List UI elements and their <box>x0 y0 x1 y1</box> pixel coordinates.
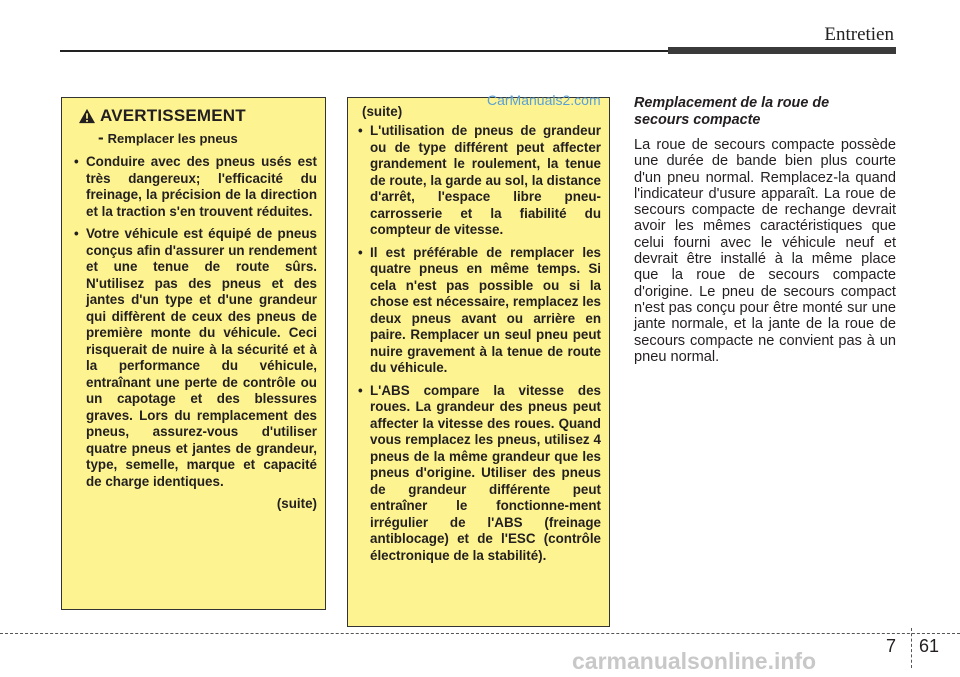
section-body: La roue de secours compacte possède une durée de bande bien plus courte d'un pneu normal. Remplacez-la quand l'indicateur d'usure apparaît. La roue de secours compacte de rechange devrait avoir les mêmes caractéristiques que celui fourni avec le véhicule neuf et devrait être installé à la même place que la roue de secours compacte d'origine. Le pneu de secours compact n'est pas conçu pour être monté sur une jante normale, et la jante de la roue de secours compacte ne convient pas à un pneu normal. <box>634 137 896 365</box>
warning-list <box>72 154 317 490</box>
watermark-text: CarManuals2.com <box>487 92 601 108</box>
warning-item: • Votre véhicule est équipé de pneus conçus afin d'assurer un rendement et une tenue de route sûrs. N'utilisez pas des pneus et des jantes d'un type et d'une grandeur qui diffèrent de ceux des pneus de première monte du véhicule. Ceci risquerait de nuire à la sécurité et à la performance du véhicule, entraînant une perte de contrôle ou un capotage et des blessures graves. Lors du remplacement des pneus, assurez-vous d'utiliser quatre pneus et jantes de grandeur, type, semelle, marque et capacité de charge identiques. <box>72 226 317 490</box>
footer-divider <box>911 628 912 668</box>
warning-continued-list <box>356 123 601 564</box>
warning-subtitle: - Remplacer les pneus <box>98 128 238 147</box>
warning-item: • Conduire avec des pneus usés est très dangereux; l'efficacité du freinage, la précision de la direction et la traction s'en trouvent réduites. <box>72 154 317 220</box>
header-rule <box>60 50 668 52</box>
section-title-line1: Remplacement de la roue de <box>634 95 830 111</box>
warning-box <box>61 97 326 610</box>
page-number: 61 <box>919 636 940 656</box>
section-compact-spare <box>634 95 896 365</box>
warning-item: • Il est préférable de remplacer les quatre pneus en même temps. Si cela n'est pas possible ou si la chose est nécessaire, remplacez les deux pneus avant ou arrière en paire. Remplacer un seul pneu peut nuire gravement à la tenue de route du véhicule. <box>356 245 601 377</box>
page-header-title: Entretien <box>824 24 894 45</box>
warning-continued-box <box>347 97 610 627</box>
warning-item: • L'ABS compare la vitesse des roues. La grandeur des pneus peut affecter la vitesse des roues. Quand vous remplacez les pneus, utilisez 4 pneus de la même grandeur que les pneus d'origine. Utiliser des pneus de grandeur différente peut entraîner le fonctionne-ment irrégulier de l'ABS (freinage antiblocage) et de l'ESC (contrôle électronique de la stabilité). <box>356 383 601 565</box>
warning-subtitle-text: Remplacer les pneus <box>107 131 238 146</box>
header-bar <box>668 47 896 54</box>
footer-rule <box>0 633 960 634</box>
chapter-number: 7 <box>886 636 897 656</box>
warning-triangle-icon <box>78 108 96 124</box>
section-title <box>634 95 896 129</box>
warning-header <box>78 106 317 126</box>
continued-label: (suite) <box>276 496 317 511</box>
section-title-line2: secours compacte <box>634 112 761 128</box>
warning-item: • L'utilisation de pneus de grandeur ou de type différent peut affecter grandement le roulement, la tenue de route, la garde au sol, la distance d'arrêt, l'espace libre pneu-carrosserie et la fiabilité du compteur de vitesse. <box>356 123 601 239</box>
site-watermark: carmanualsonline.info <box>572 648 817 674</box>
continued-from-label: (suite) <box>362 104 403 119</box>
warning-title: AVERTISSEMENT <box>100 106 246 125</box>
